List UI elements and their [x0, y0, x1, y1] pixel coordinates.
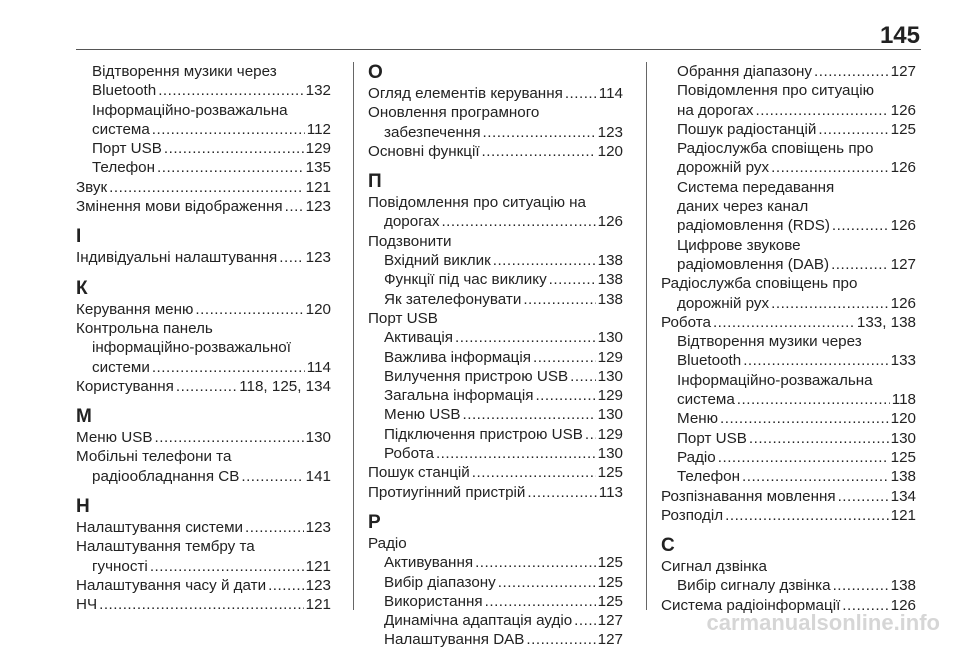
index-entry-page: 123 — [305, 519, 331, 537]
index-entry — [76, 197, 331, 216]
leader-dots — [485, 592, 596, 611]
leader-dots — [152, 120, 305, 139]
index-entry-text: дорогах — [384, 213, 440, 231]
index-entry-page: 134 — [890, 487, 916, 505]
index-entry — [368, 367, 623, 386]
index-entry-text: Система радіоінформації — [661, 596, 841, 614]
leader-dots — [818, 120, 888, 139]
leader-dots — [523, 290, 595, 309]
index-entry-text: Керування меню — [76, 300, 194, 318]
index-entry — [368, 84, 623, 103]
index-entry-text: Меню USB — [384, 406, 461, 424]
leader-dots — [771, 158, 889, 177]
index-entry — [76, 178, 331, 197]
index-entry-text: Сигнал дзвінка — [661, 558, 767, 576]
leader-dots — [483, 123, 596, 142]
index-entry-text: Динамічна адаптація аудіо — [384, 612, 573, 630]
index-entry-page: 118 — [891, 391, 916, 409]
index-entry-text: Змінення мови відображення — [76, 198, 283, 216]
leader-dots — [152, 358, 305, 377]
index-entry — [368, 386, 623, 405]
index-entry-text: на дорогах — [677, 101, 754, 119]
index-entry-text: даних через канал — [677, 198, 809, 216]
index-entry-page: 120 — [890, 410, 916, 428]
index-entry — [368, 405, 623, 424]
index-entry — [76, 248, 331, 267]
index-entry-page: 138 — [890, 468, 916, 486]
leader-dots — [441, 212, 595, 231]
leader-dots — [164, 139, 304, 158]
index-entry-page: 125 — [597, 573, 623, 591]
index-entry-text: Порт USB — [368, 309, 438, 327]
leader-dots — [475, 553, 596, 572]
leader-dots — [285, 197, 304, 216]
index-entry-page: 129 — [597, 348, 623, 366]
index-entry-text: Мобільні телефони та — [76, 448, 232, 466]
leader-dots — [498, 573, 596, 592]
index-entry-page: 125 — [597, 464, 623, 482]
index-entry-page: 123 — [305, 576, 331, 594]
index-entry-text: Обрання діапазону — [677, 63, 813, 80]
index-entry — [368, 103, 623, 122]
index-entry-page: 130 — [597, 406, 623, 424]
index-entry — [76, 338, 331, 357]
index-entry-page: 135 — [305, 159, 331, 177]
index-entry — [76, 319, 331, 338]
index-entry — [368, 573, 623, 592]
index-entry-page: 129 — [597, 387, 623, 405]
index-entry-page: 112 — [306, 120, 331, 138]
index-entry-text: Користування — [76, 377, 174, 395]
index-entry-text: Активування — [384, 554, 474, 572]
index-entry-text: Вхідний виклик — [384, 252, 491, 270]
leader-dots — [527, 483, 596, 502]
index-entry — [76, 595, 331, 614]
index-entry-page: 120 — [597, 142, 623, 160]
index-entry — [76, 518, 331, 537]
index-entry-page: 126 — [890, 596, 916, 614]
index-entry-page: 126 — [890, 294, 916, 312]
index-entry-page: 132 — [305, 82, 331, 100]
index-entry-text: Налаштування тембру та — [76, 538, 255, 556]
index-entry-text: Телефон — [677, 468, 741, 486]
index-entry-page: 127 — [597, 631, 623, 649]
index-entry — [368, 553, 623, 572]
index-entry — [368, 212, 623, 231]
index-entry-text: Загальна інформація — [384, 387, 534, 405]
index-entry-page: 138 — [597, 290, 623, 308]
index-entry — [368, 251, 623, 270]
index-entry-page: 121 — [305, 178, 331, 196]
index-entry-text: Робота — [661, 313, 711, 331]
leader-dots — [570, 367, 596, 386]
index-entry — [368, 348, 623, 367]
index-letter-heading: І — [76, 226, 82, 248]
index-entry-text: Вилучення пристрою USB — [384, 367, 569, 385]
index-entry — [368, 290, 623, 309]
index-letter-heading: Р — [368, 511, 381, 533]
index-entry — [76, 139, 331, 158]
index-entry — [661, 429, 916, 448]
column-divider-2 — [646, 62, 647, 610]
leader-dots — [743, 351, 888, 370]
index-entry-text: Пошук радіостанцій — [677, 120, 817, 138]
leader-dots — [749, 429, 889, 448]
index-entry-page: 114 — [306, 358, 331, 376]
index-entry-text: Індивідуальні налаштування — [76, 249, 278, 267]
index-entry — [661, 236, 916, 255]
leader-dots — [737, 390, 890, 409]
index-entry — [76, 62, 331, 81]
index-entry-text: Цифрове звукове — [677, 236, 801, 254]
index-entry — [76, 576, 331, 595]
index-entry-text: Вибір діапазону — [384, 573, 496, 591]
index-entry-text: Налаштування DAB — [384, 631, 525, 649]
index-entry — [368, 611, 623, 630]
index-entry-text: Відтворення музики через — [677, 333, 862, 351]
leader-dots — [463, 405, 596, 424]
leader-dots — [150, 557, 304, 576]
index-entry-page: 125 — [597, 554, 623, 572]
index-entry — [661, 178, 916, 197]
index-entry-text: Система передавання — [677, 178, 835, 196]
leader-dots — [535, 386, 595, 405]
leader-dots — [814, 62, 889, 81]
index-entry-text: радіомовлення (RDS) — [677, 217, 830, 235]
index-entry — [368, 232, 623, 251]
index-entry-text: Телефон — [92, 159, 156, 177]
index-entry-text: дорожній рух — [677, 159, 770, 177]
index-entry — [368, 534, 623, 553]
index-entry — [661, 255, 916, 274]
leader-dots — [99, 595, 304, 614]
index-entry-page: 138 — [890, 577, 916, 595]
index-entry-page: 127 — [890, 63, 916, 80]
index-entry-text: інформаційно-розважальної — [92, 339, 291, 357]
index-entry-text: радіомовлення (DAB) — [677, 255, 830, 273]
leader-dots — [279, 248, 303, 267]
index-entry-text: Інформаційно-розважальна — [92, 101, 288, 119]
leader-dots — [533, 348, 596, 367]
index-entry — [661, 313, 916, 332]
leader-dots — [195, 300, 303, 319]
index-entry — [661, 81, 916, 100]
index-entry — [76, 428, 331, 447]
index-entry — [76, 358, 331, 377]
index-entry-text: Активація — [384, 329, 454, 347]
index-entry-text: система — [677, 391, 735, 409]
index-entry — [76, 537, 331, 556]
index-entry-text: Bluetooth — [677, 352, 742, 370]
leader-dots — [771, 294, 889, 313]
index-entry — [368, 483, 623, 502]
leader-dots — [713, 313, 855, 332]
index-entry-text: Оновлення програмного — [368, 104, 540, 122]
index-column-1 — [76, 62, 331, 615]
index-entry-page: 125 — [597, 592, 623, 610]
index-letter-heading: О — [368, 62, 383, 83]
index-entry-text: Налаштування системи — [76, 519, 244, 537]
index-entry — [76, 101, 331, 120]
leader-dots — [833, 576, 889, 595]
leader-dots — [493, 251, 596, 270]
index-entry-text: системи — [92, 358, 150, 376]
index-entry-page: 125 — [890, 448, 916, 466]
index-entry — [661, 371, 916, 390]
index-entry-page: 121 — [305, 557, 331, 575]
leader-dots — [549, 270, 596, 289]
index-entry — [661, 557, 916, 576]
index-entry-text: Використання — [384, 592, 483, 610]
index-entry-page: 113 — [598, 483, 623, 501]
index-entry — [76, 447, 331, 466]
index-entry-page: 126 — [597, 213, 623, 231]
index-entry-page: 130 — [597, 445, 623, 463]
index-entry — [661, 274, 916, 293]
leader-dots — [838, 487, 889, 506]
index-entry — [661, 62, 916, 81]
index-entry — [661, 351, 916, 370]
index-entry-page: 123 — [305, 249, 331, 267]
index-entry-text: Порт USB — [92, 140, 162, 158]
index-entry — [76, 467, 331, 486]
index-entry — [661, 487, 916, 506]
column-divider-1 — [353, 62, 354, 610]
index-entry — [76, 557, 331, 576]
index-entry — [661, 448, 916, 467]
leader-dots — [565, 84, 597, 103]
index-letter-heading: К — [76, 277, 88, 299]
leader-dots — [472, 463, 596, 482]
index-entry-text: Повідомлення про ситуацію — [677, 82, 874, 100]
index-entry — [661, 332, 916, 351]
index-entry-text: Розпізнавання мовлення — [661, 487, 836, 505]
index-column-2 — [368, 62, 623, 650]
index-entry-page: 120 — [305, 300, 331, 318]
index-entry-page: 130 — [597, 367, 623, 385]
leader-dots — [574, 611, 595, 630]
index-entry-text: радіообладнання СВ — [92, 467, 240, 485]
index-entry — [76, 81, 331, 100]
index-entry-page: 114 — [598, 85, 623, 102]
index-entry — [368, 123, 623, 142]
leader-dots — [725, 506, 889, 525]
index-entry — [661, 576, 916, 595]
index-entry-text: Важлива інформація — [384, 348, 531, 366]
leader-dots — [585, 425, 596, 444]
index-entry-text: Підключення пристрою USB — [384, 425, 583, 443]
index-entry-page: 130 — [305, 429, 331, 447]
index-entry-text: Відтворення музики через — [92, 63, 277, 80]
leader-dots — [245, 518, 304, 537]
index-entry-page: 141 — [305, 467, 331, 485]
index-entry-page: 138 — [597, 252, 623, 270]
index-entry-text: Контрольна панель — [76, 319, 213, 337]
index-entry — [661, 101, 916, 120]
index-entry-text: Розподіл — [661, 506, 724, 524]
index-entry-text: Радіослужба сповіщень про — [661, 275, 858, 293]
leader-dots — [526, 630, 595, 649]
leader-dots — [158, 81, 303, 100]
index-entry — [368, 270, 623, 289]
index-entry-page: 126 — [890, 217, 916, 235]
index-entry-text: гучності — [92, 557, 148, 575]
header-rule — [76, 49, 921, 50]
leader-dots — [720, 409, 889, 428]
index-entry-text: Огляд елементів керування — [368, 85, 563, 102]
index-entry — [661, 197, 916, 216]
index-entry-text: Функції під час виклику — [384, 271, 547, 289]
index-entry-text: Радіо — [677, 448, 716, 466]
index-entry-page: 123 — [305, 198, 331, 216]
index-entry-text: Радіо — [368, 534, 407, 552]
index-entry — [368, 142, 623, 161]
index-entry — [661, 294, 916, 313]
watermark: carmanualsonline.info — [706, 610, 940, 635]
index-entry — [76, 120, 331, 139]
index-entry — [368, 193, 623, 212]
index-entry-page: 130 — [890, 429, 916, 447]
index-entry-text: Звук — [76, 178, 108, 196]
index-letter-heading: С — [661, 535, 675, 557]
index-entry — [368, 630, 623, 649]
page-number: 145 — [879, 22, 920, 49]
leader-dots — [109, 178, 304, 197]
index-entry — [368, 592, 623, 611]
index-entry-text: Як зателефонувати — [384, 290, 522, 308]
index-entry — [368, 328, 623, 347]
index-entry — [661, 467, 916, 486]
index-entry-page: 138 — [597, 271, 623, 289]
leader-dots — [756, 101, 889, 120]
index-entry — [661, 409, 916, 428]
index-entry — [76, 377, 331, 396]
index-entry-page: 130 — [597, 329, 623, 347]
index-letter-heading: М — [76, 406, 92, 428]
index-entry-page: 121 — [890, 506, 916, 524]
index-entry-text: НЧ — [76, 596, 98, 614]
index-entry-text: Подзвонити — [368, 232, 452, 250]
index-entry-page: 118, 125, 134 — [239, 377, 331, 395]
index-entry-text: Порт USB — [677, 429, 747, 447]
index-entry-page: 126 — [890, 101, 916, 119]
index-entry-page: 129 — [597, 425, 623, 443]
index-entry — [76, 158, 331, 177]
index-entry-text: Робота — [384, 445, 434, 463]
index-entry-page: 121 — [305, 596, 331, 614]
leader-dots — [436, 444, 596, 463]
index-entry — [661, 390, 916, 409]
leader-dots — [831, 255, 889, 274]
index-entry — [661, 216, 916, 235]
index-entry-text: система — [92, 120, 150, 138]
index-entry-text: Протиугінний пристрій — [368, 483, 526, 501]
index-entry — [661, 158, 916, 177]
index-entry-page: 123 — [597, 123, 623, 141]
leader-dots — [742, 467, 889, 486]
index-entry-page: 133 — [890, 352, 916, 370]
index-entry-text: Налаштування часу й дати — [76, 576, 267, 594]
index-entry-text: Повідомлення про ситуацію на — [368, 194, 587, 212]
index-entry — [368, 309, 623, 328]
index-letter-heading: Н — [76, 496, 90, 518]
index-entry-text: Меню USB — [76, 429, 153, 447]
index-entry-text: Радіослужба сповіщень про — [677, 140, 874, 158]
index-column-3 — [661, 62, 916, 615]
leader-dots — [482, 142, 596, 161]
index-entry — [368, 463, 623, 482]
index-entry-text: Bluetooth — [92, 82, 157, 100]
leader-dots — [832, 216, 889, 235]
leader-dots — [176, 377, 237, 396]
leader-dots — [718, 448, 889, 467]
index-letter-heading: П — [368, 171, 382, 193]
index-entry-page: 129 — [305, 140, 331, 158]
index-entry-text: забезпечення — [384, 123, 481, 141]
index-entry-text: дорожній рух — [677, 294, 770, 312]
index-entry — [368, 425, 623, 444]
index-entry — [661, 506, 916, 525]
index-entry-page: 127 — [890, 255, 916, 273]
index-entry — [661, 120, 916, 139]
index-entry-page: 133, 138 — [856, 313, 916, 331]
index-entry-text: Основні функції — [368, 142, 480, 160]
index-entry-page: 127 — [597, 612, 623, 630]
leader-dots — [241, 467, 303, 486]
index-entry-text: Інформаційно-розважальна — [677, 371, 873, 389]
index-entry-page: 125 — [890, 120, 916, 138]
index-entry — [368, 444, 623, 463]
index-entry — [76, 300, 331, 319]
leader-dots — [155, 428, 304, 447]
leader-dots — [455, 328, 596, 347]
leader-dots — [157, 158, 304, 177]
index-entry — [661, 139, 916, 158]
index-entry-text: Меню — [677, 410, 719, 428]
index-entry-text: Вибір сигналу дзвінка — [677, 577, 831, 595]
index-entry-page: 126 — [890, 159, 916, 177]
leader-dots — [268, 576, 304, 595]
index-entry-text: Пошук станцій — [368, 464, 470, 482]
